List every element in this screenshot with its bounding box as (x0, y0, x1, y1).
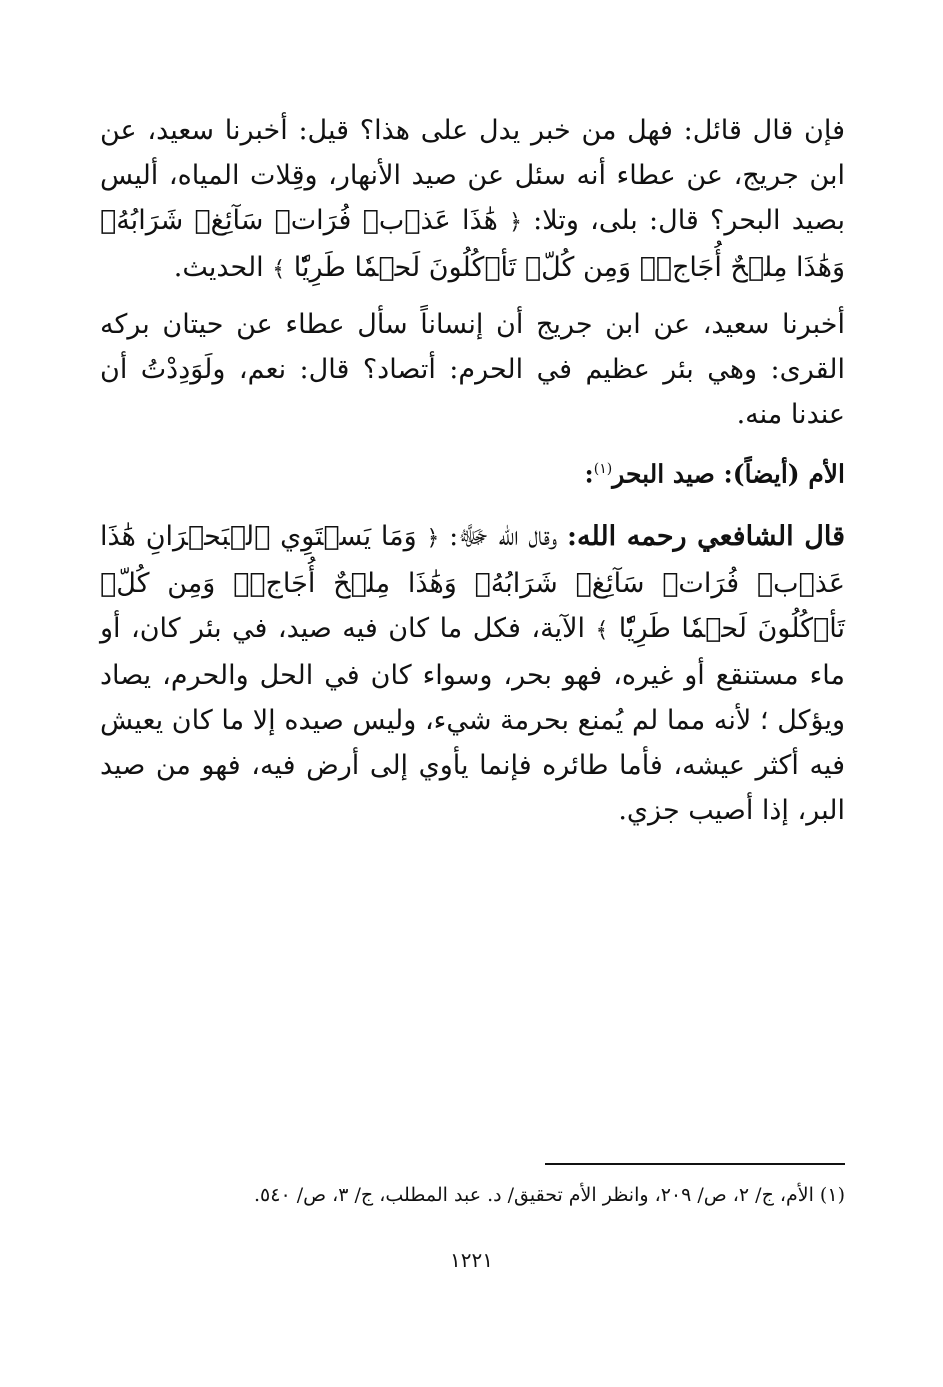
quran-close-brace-2: ﴾ (595, 618, 609, 644)
paragraph-1-text: فإن قال قائل: فهل من خبر يدل على هذا؟ قيل: أخبرنا سعيد، عن ابن جريج، عن عطاء أنه سئل عن صيد الأنهار، وقِلات المياه، أليس بصيد البحر؟ قال: بلى، وتلا: (100, 115, 845, 236)
paragraph-1-end: الحديث. (173, 252, 264, 283)
quran-open-brace-2: ﴿ (426, 526, 440, 552)
paragraph-1 (100, 108, 845, 292)
paragraph-3-intro: وقال الله ﷻ: (449, 521, 558, 553)
section-heading-colon: : (584, 459, 594, 489)
page-number: ١٢٢١ (450, 1248, 493, 1272)
quran-verse-1: هَٰذَا عَذۡبٞ فُرَاتٞ سَآئِغٞ شَرَابُهُۥ وَهَٰذَا مِلۡحٌ أُجَاجٞۖ وَمِن كُلّٖ تَأۡكُلُونَ لَحۡمٗا طَرِيّٗا (100, 205, 845, 283)
paragraph-2: أخبرنا سعيد، عن ابن جريج أن إنساناً سأل عطاء عن حيتان بركه القرى: وهي بئر عظيم في الحرم: أتصاد؟ قال: نعم، ولَوَدِدْتُ أن عندنا منه. (100, 309, 845, 430)
footnote-separator (545, 1163, 845, 1165)
paragraph-3-lead: قال الشافعي رحمه الله: (567, 521, 845, 553)
section-heading (100, 447, 845, 496)
quran-close-brace: ﴾ (272, 257, 286, 282)
footnote-marker: (١) (593, 461, 613, 477)
paragraph-3-rest: الآية، فكل ما كان فيه صيد، في بئر كان، أو ماء مستنقع أو غيره، فهو بحر، وسواء كان في الحل والحرم، يصاد ويؤكل ؛ لأنه مما لم يُمنع بحرمة شيء، وليس صيده إلا ما كان يعيش فيه أكثر عيشه، فأما طائره فإنما يأوي إلى أرض فيه، فهو من صيد البر، إذا أصيب جزي. (100, 613, 845, 827)
footnote: (١) الأم، ج/ ٢، ص/ ٢٠٩، وانظر الأم تحقيق/ د. عبد المطلب، ج/ ٣، ص/ ٥٤٠. (254, 1184, 845, 1206)
quran-verse-2: وَمَا يَسۡتَوِي ٱلۡبَحۡرَانِ هَٰذَا عَذۡبٞ فُرَاتٞ سَآئِغٞ شَرَابُهُۥ وَهَٰذَا مِلۡحٌ أُجَاجٞۖ وَمِن كُلّٖ تَأۡكُلُونَ لَحۡمٗا طَرِيّٗا (100, 521, 845, 645)
paragraph-3 (100, 514, 845, 833)
page-body (100, 108, 845, 843)
section-heading-text: الأم (أيضاً): صيد البحر (612, 459, 845, 489)
quran-open-brace: ﴿ (509, 210, 522, 235)
